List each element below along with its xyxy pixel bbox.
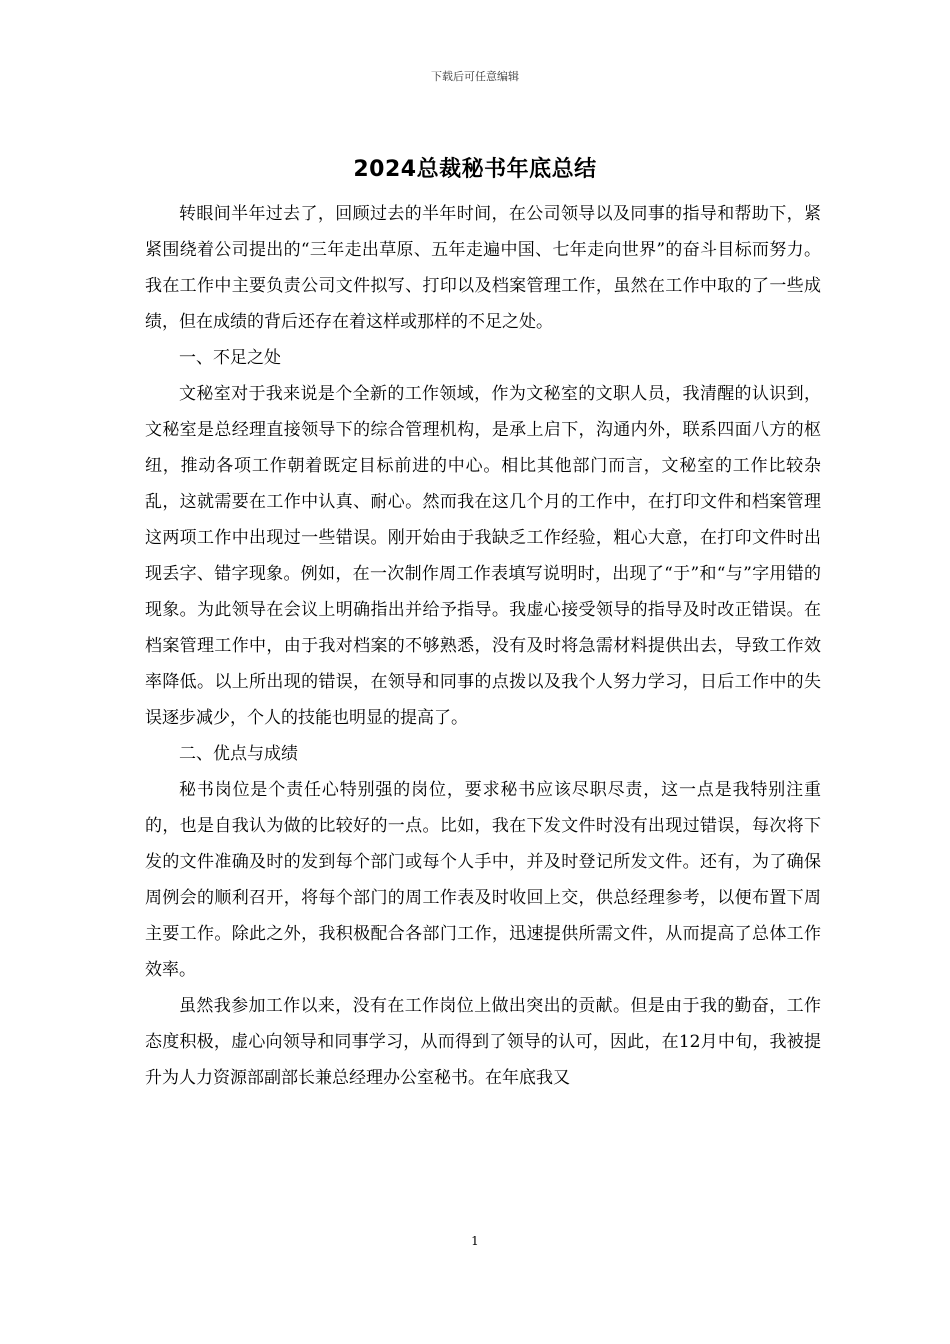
section-heading-shortcomings: 一、不足之处 <box>179 348 281 368</box>
document-title: 2024总裁秘书年底总结 <box>353 157 597 182</box>
header-note: 下载后可任意编辑 <box>431 70 519 83</box>
paragraph-achievements: 虽然我参加工作以来，没有在工作岗位上做出突出的贡献。但是由于我的勤奋，工作态度积极，虚心向领导和同事学习，从而得到了领导的认可，因此，在12月中旬，我被提升为人力资源部副部长兼总经理办公室秘书。在年底我又 <box>145 996 821 1088</box>
paragraph-intro: 转眼间半年过去了，回顾过去的半年时间，在公司领导以及同事的指导和帮助下，紧紧围绕着公司提出的“三年走出草原、五年走遍中国、七年走向世界”的奋斗目标而努力。我在工作中主要负责公司文件拟写、打印以及档案管理工作，虽然在工作中取的了一些成绩，但在成绩的背后还存在着这样或那样的不足之处。 <box>145 204 821 332</box>
paragraph-strengths: 秘书岗位是个责任心特别强的岗位，要求秘书应该尽职尽责，这一点是我特别注重的，也是自我认为做的比较好的一点。比如，我在下发文件时没有出现过错误，每次将下发的文件准确及时的发到每个部门或每个人手中，并及时登记所发文件。还有，为了确保周例会的顺利召开，将每个部门的周工作表及时收回上交，供总经理参考，以便布置下周主要工作。除此之外，我积极配合各部门工作，迅速提供所需文件，从而提高了总体工作效率。 <box>145 780 821 980</box>
page-number: 1 <box>471 1234 479 1248</box>
document-body <box>145 196 821 1096</box>
paragraph-shortcomings: 文秘室对于我来说是个全新的工作领域，作为文秘室的文职人员，我清醒的认识到，文秘室是总经理直接领导下的综合管理机构，是承上启下，沟通内外，联系四面八方的枢纽，推动各项工作朝着既定目标前进的中心。相比其他部门而言，文秘室的工作比较杂乱，这就需要在工作中认真、耐心。然而我在这几个月的工作中，在打印文件和档案管理这两项工作中出现过一些错误。刚开始由于我缺乏工作经验，粗心大意，在打印文件时出现丢字、错字现象。例如，在一次制作周工作表填写说明时，出现了“于”和“与”字用错的现象。为此领导在会议上明确指出并给予指导。我虚心接受领导的指导及时改正错误。在档案管理工作中，由于我对档案的不够熟悉，没有及时将急需材料提供出去，导致工作效率降低。以上所出现的错误，在领导和同事的点拨以及我个人努力学习，日后工作中的失误逐步减少，个人的技能也明显的提高了。 <box>145 384 821 728</box>
section-heading-strengths: 二、优点与成绩 <box>179 744 298 764</box>
